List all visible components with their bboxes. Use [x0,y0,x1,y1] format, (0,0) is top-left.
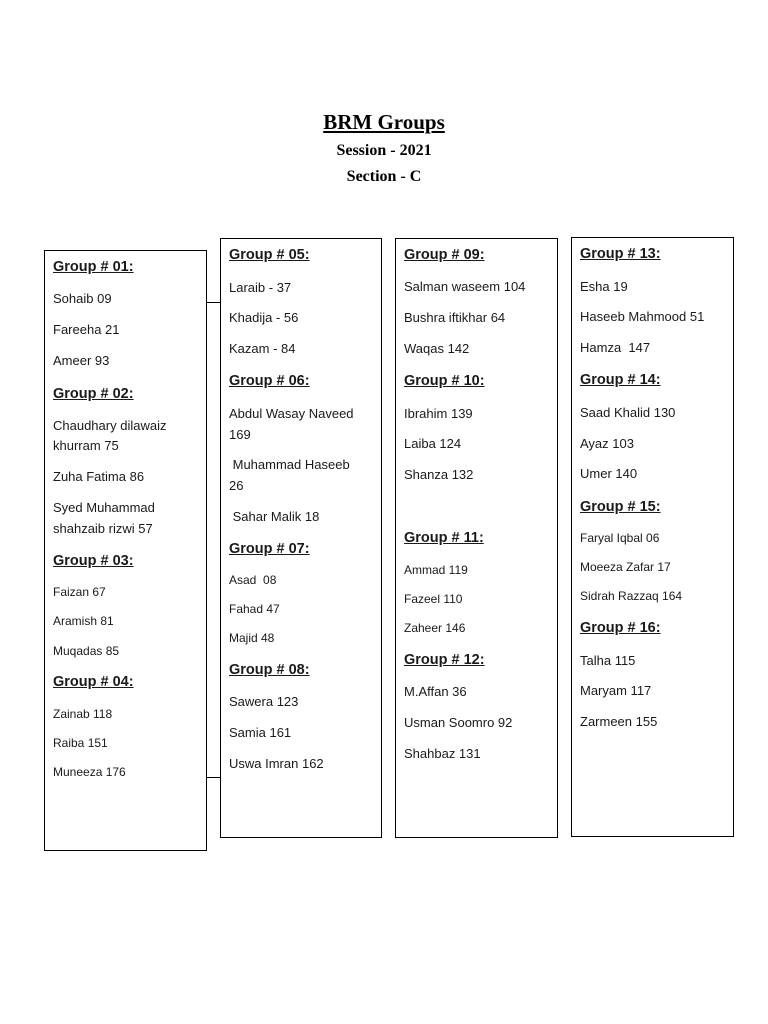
member-entry: Maryam 117 [580,683,652,698]
member-entry: Syed Muhammad [53,500,155,515]
group-heading: Group # 15: [580,499,661,515]
group-heading: Group # 16: [580,620,661,636]
member-entry: Kazam - 84 [229,341,296,356]
member-entry: Fazeel 110 [404,592,463,606]
member-entry: Sawera 123 [229,694,299,709]
member-entry: Laraib - 37 [229,280,292,295]
member-entry: Haseeb Mahmood 51 [580,309,705,324]
group-heading: Group # 09: [404,247,485,263]
member-entry: Hamza 147 [580,340,651,355]
member-entry: Faizan 67 [53,585,106,599]
member-entry: Ammad 119 [404,563,468,577]
member-entry: Muqadas 85 [53,644,120,658]
member-entry: Salman waseem 104 [404,279,526,294]
member-entry: Zainab 118 [53,707,113,721]
member-entry: Asad 08 [229,573,277,587]
member-entry: Ameer 93 [53,353,110,368]
group-heading: Group # 03: [53,553,134,569]
member-entry: Ayaz 103 [580,436,634,451]
member-entry: Esha 19 [580,279,628,294]
connector-line [207,302,220,303]
group-heading: Group # 12: [404,652,485,668]
section-label: Section - C [346,168,422,185]
group-heading: Group # 06: [229,373,310,389]
member-entry: Sohaib 09 [53,291,112,306]
member-entry: Zaheer 146 [404,621,466,635]
member-entry: Fahad 47 [229,602,280,616]
member-entry: Muhammad Haseeb [229,457,350,472]
member-entry: Faryal Iqbal 06 [580,531,660,545]
group-heading: Group # 02: [53,386,134,402]
member-entry: Fareeha 21 [53,322,120,337]
session-label: Session - 2021 [336,142,432,159]
member-entry: Chaudhary dilawaiz [53,418,167,433]
member-entry: Umer 140 [580,466,638,481]
connector-line [207,777,220,778]
member-entry: Bushra iftikhar 64 [404,310,506,325]
member-entry: Raiba 151 [53,736,108,750]
member-entry: Muneeza 176 [53,765,126,779]
member-entry: Ibrahim 139 [404,406,473,421]
group-heading: Group # 01: [53,259,134,275]
member-entry: Sahar Malik 18 [229,509,320,524]
group-column-2 [220,238,382,838]
member-entry: Zuha Fatima 86 [53,469,145,484]
member-entry: khurram 75 [53,438,119,453]
member-entry: Usman Soomro 92 [404,715,513,730]
member-entry: Khadija - 56 [229,310,299,325]
group-heading: Group # 07: [229,541,310,557]
member-entry: Majid 48 [229,631,275,645]
member-entry: Aramish 81 [53,614,114,628]
group-heading: Group # 11: [404,530,484,546]
member-entry: Shahbaz 131 [404,746,481,761]
member-entry: 26 [229,478,244,493]
member-entry: Moeeza Zafar 17 [580,560,671,574]
group-heading: Group # 10: [404,373,485,389]
member-entry: 169 [229,427,251,442]
page-title: BRM Groups [323,110,445,134]
member-entry: shahzaib rizwi 57 [53,521,153,536]
member-entry: Samia 161 [229,725,292,740]
member-entry: Shanza 132 [404,467,474,482]
member-entry: Laiba 124 [404,436,462,451]
member-entry: Sidrah Razzaq 164 [580,589,683,603]
member-entry: Saad Khalid 130 [580,405,676,420]
group-heading: Group # 08: [229,662,310,678]
group-heading: Group # 14: [580,372,661,388]
member-entry: Abdul Wasay Naveed [229,406,354,421]
group-heading: Group # 05: [229,247,310,263]
member-entry: Waqas 142 [404,341,470,356]
member-entry: Talha 115 [580,653,636,668]
member-entry: M.Affan 36 [404,684,467,699]
member-entry: Uswa Imran 162 [229,756,324,771]
group-heading: Group # 04: [53,674,134,690]
member-entry: Zarmeen 155 [580,714,658,729]
group-heading: Group # 13: [580,246,661,262]
